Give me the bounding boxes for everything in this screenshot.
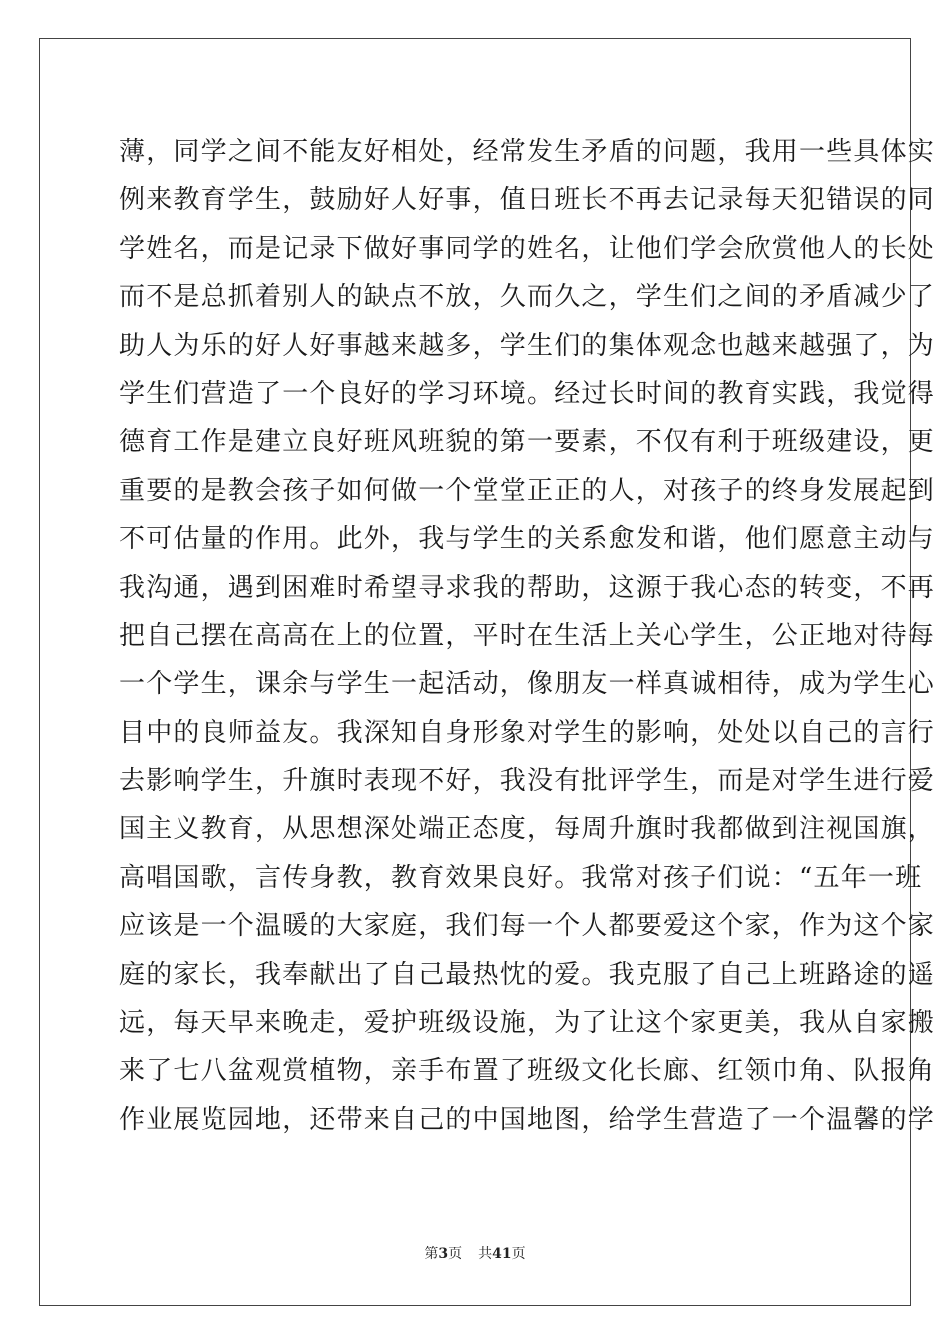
text-line: 应该是一个温暖的大家庭，我们每一个人都要爱这个家，作为这个家 [119,911,936,942]
text-line: 高唱国歌，言传身教，教育效果良好。我常对孩子们说：“五年一班 [119,862,923,893]
total-pages: 41 [492,1246,512,1262]
text-line: 去影响学生，升旗时表现不好，我没有批评学生，而是对学生进行爱 [119,766,936,797]
text-line: 把自己摆在高高在上的位置，平时在生活上关心学生，公正地对待每 [119,620,936,651]
page-suffix: 页 [448,1246,463,1262]
text-line: 目中的良师益友。我深知自身形象对学生的影响，处处以自己的言行 [119,717,936,748]
text-line: 例来教育学生，鼓励好人好事，值日班长不再去记录每天犯错误的同 [119,185,936,216]
total-prefix: 共 [478,1246,493,1262]
text-line: 重要的是教会孩子如何做一个堂堂正正的人，对孩子的终身发展起到 [119,475,936,506]
text-line: 作业展览园地，还带来自己的中国地图，给学生营造了一个温馨的学 [119,1104,936,1135]
text-line: 不可估量的作用。此外，我与学生的关系愈发和谐，他们愿意主动与 [119,524,936,555]
page-indicator [424,1246,462,1262]
total-suffix: 页 [511,1246,526,1262]
text-line: 助人为乐的好人好事越来越多，学生们的集体观念也越来越强了，为 [119,330,936,361]
total-pages-indicator [478,1246,525,1262]
text-line: 我沟通，遇到困难时希望寻求我的帮助，这源于我心态的转变，不再 [119,572,936,603]
text-line: 国主义教育，从思想深处端正态度，每周升旗时我都做到注视国旗， [119,814,936,845]
text-line: 薄，同学之间不能友好相处，经常发生矛盾的问题，我用一些具体实 [119,137,936,167]
text-line: 远，每天早来晚走，爱护班级设施，为了让这个家更美，我从自家搬 [119,1008,936,1039]
text-line: 而不是总抓着别人的缺点不放，久而久之，学生们之间的矛盾减少了 [119,282,936,313]
page-prefix: 第 [424,1246,439,1262]
page-number: 3 [438,1246,449,1262]
page-footer [0,1243,950,1263]
text-line: 一个学生，课余与学生一起活动，像朋友一样真诚相待，成为学生心 [119,669,936,700]
text-line: 来了七八盆观赏植物，亲手布置了班级文化长廊、红领巾角、队报角 [119,1056,936,1087]
body-text [119,128,936,1144]
text-line: 学生们营造了一个良好的学习环境。经过长时间的教育实践，我觉得 [119,378,936,409]
text-line: 德育工作是建立良好班风班貌的第一要素，不仅有利于班级建设，更 [119,427,936,458]
text-line: 学姓名，而是记录下做好事同学的姓名，让他们学会欣赏他人的长处 [119,233,936,264]
text-line: 庭的家长，我奉献出了自己最热忱的爱。我克服了自己上班路途的遥 [119,959,936,990]
